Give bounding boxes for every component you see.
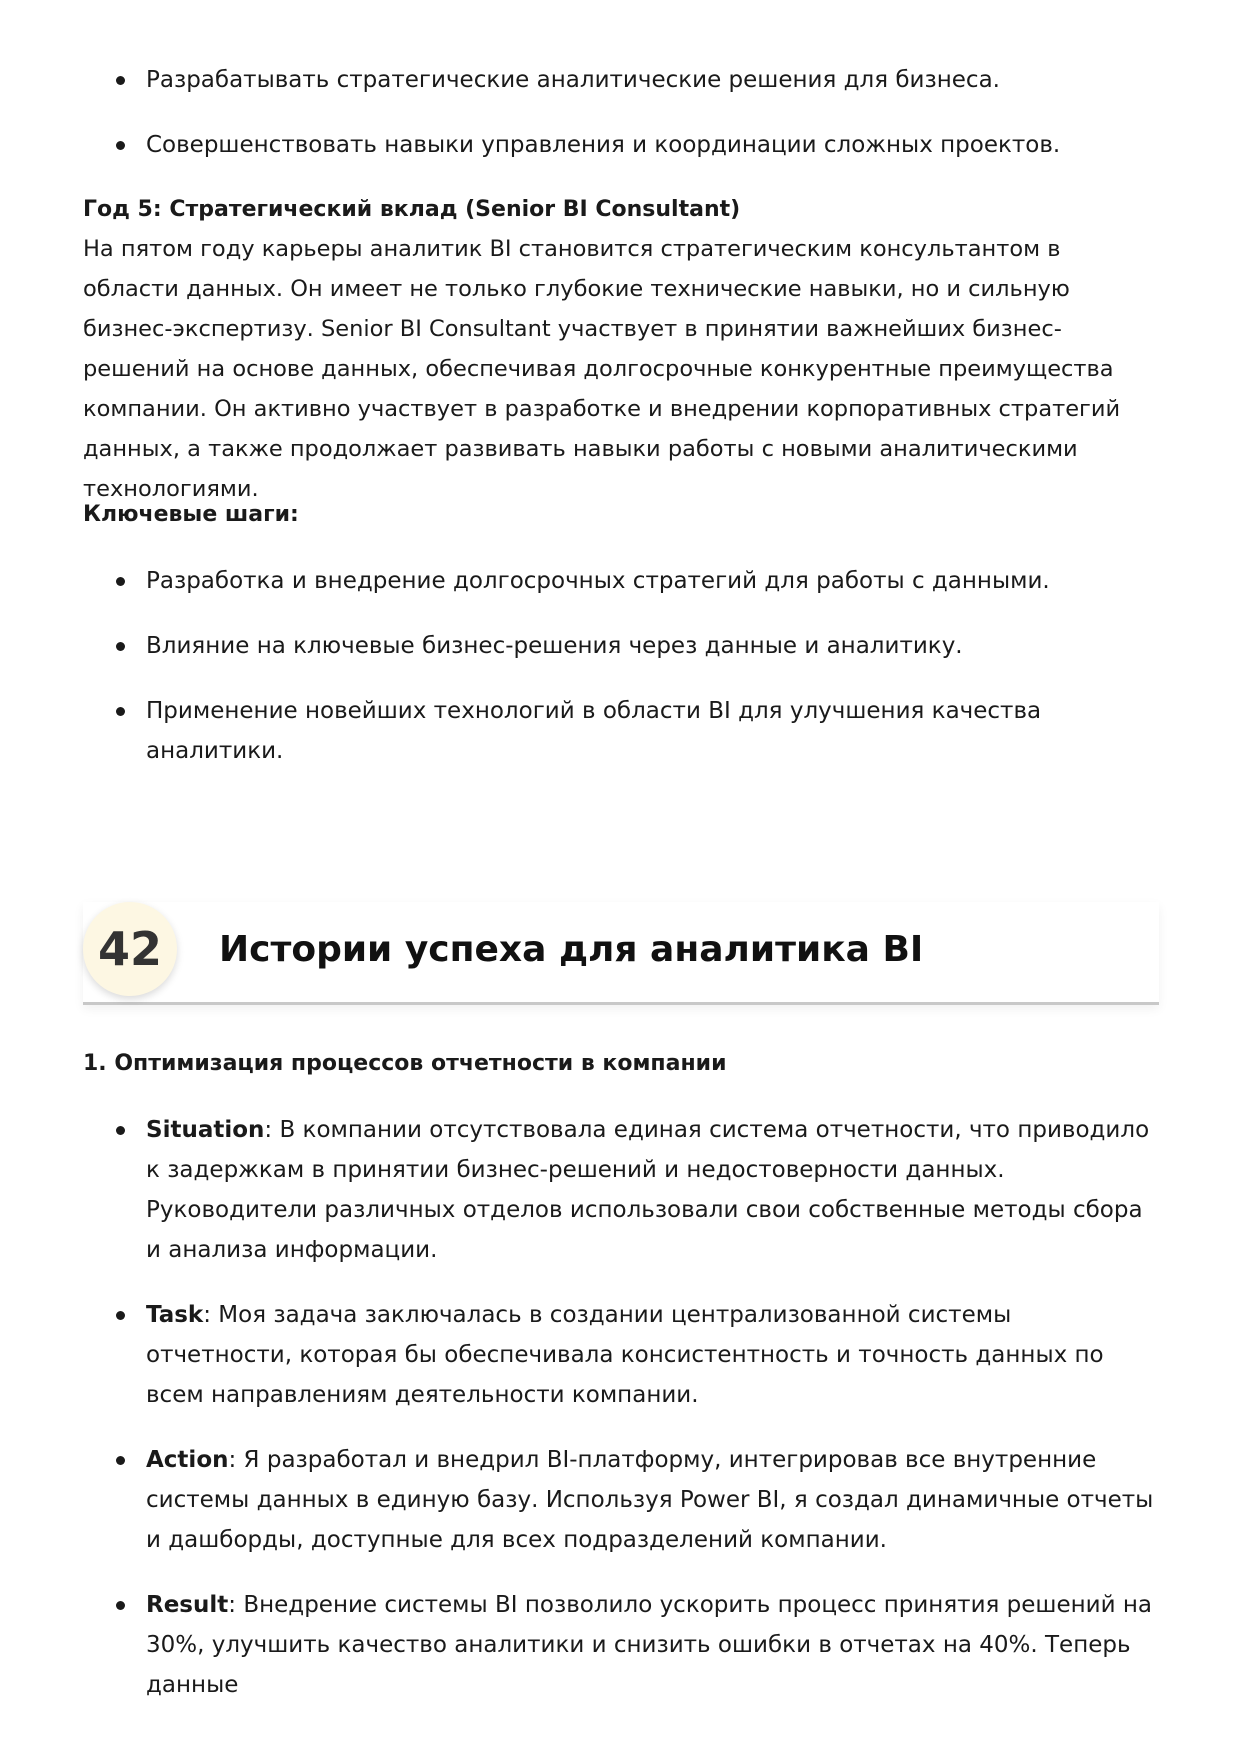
- star-text: : Я разработал и внедрил BI-платформу, интегрировав все внутренние системы данных в единую базу. Используя Power BI, я создал динамичные отчеты и дашборды, доступные для всех подразделений компании.: [146, 1447, 1154, 1553]
- star-item-action: [83, 1440, 1159, 1560]
- section-header: [83, 902, 1159, 1005]
- section-number-badge: 42: [83, 902, 177, 996]
- star-list: [83, 1110, 1159, 1730]
- list-item: Влияние на ключевые бизнес-решения через данные и аналитику.: [83, 626, 1159, 666]
- star-term: Task: [146, 1302, 204, 1328]
- star-text: : Внедрение системы BI позволило ускорить процесс принятия решений на 30%, улучшить качество аналитики и снизить ошибки в отчетах на 40%. Теперь данные: [146, 1592, 1152, 1698]
- key-steps-list: [83, 561, 1159, 796]
- key-steps-label: Ключевые шаги:: [83, 502, 299, 527]
- story-title: 1. Оптимизация процессов отчетности в компании: [83, 1051, 727, 1076]
- star-item-result: [83, 1585, 1159, 1705]
- star-term: Action: [146, 1447, 229, 1473]
- list-item: Разработка и внедрение долгосрочных стратегий для работы с данными.: [83, 561, 1159, 601]
- list-item: Совершенствовать навыки управления и координации сложных проектов.: [83, 125, 1159, 165]
- star-text: : Моя задача заключалась в создании централизованной системы отчетности, которая бы обеспечивала консистентность и точность данных по всем направлениям деятельности компании.: [146, 1302, 1104, 1408]
- star-item-task: [83, 1295, 1159, 1415]
- star-term: Result: [146, 1592, 229, 1618]
- list-item: Разрабатывать стратегические аналитические решения для бизнеса.: [83, 60, 1159, 100]
- star-term: Situation: [146, 1117, 265, 1143]
- goals-list: [83, 60, 1159, 190]
- star-item-situation: [83, 1110, 1159, 1270]
- list-item: Применение новейших технологий в области BI для улучшения качества аналитики.: [83, 691, 1159, 771]
- section-title: Истории успеха для аналитика BI: [219, 929, 924, 970]
- year-5-heading: Год 5: Стратегический вклад (Senior BI Consultant): [83, 197, 741, 222]
- year-5-paragraph: На пятом году карьеры аналитик BI становится стратегическим консультантом в области данных. Он имеет не только глубокие технические навыки, но и сильную бизнес-экспертизу. Senior BI Consultant участвует в принятии важнейших бизнес-решений на основе данных, обеспечивая долгосрочные конкурентные преимущества компании. Он активно участвует в разработке и внедрении корпоративных стратегий данных, а также продолжает развивать навыки работы с новыми аналитическими технологиями.: [83, 236, 1121, 502]
- star-text: : В компании отсутствовала единая система отчетности, что приводило к задержкам в принятии бизнес-решений и недостоверности данных. Руководители различных отделов использовали свои собственные методы сбора и анализа информации.: [146, 1117, 1150, 1263]
